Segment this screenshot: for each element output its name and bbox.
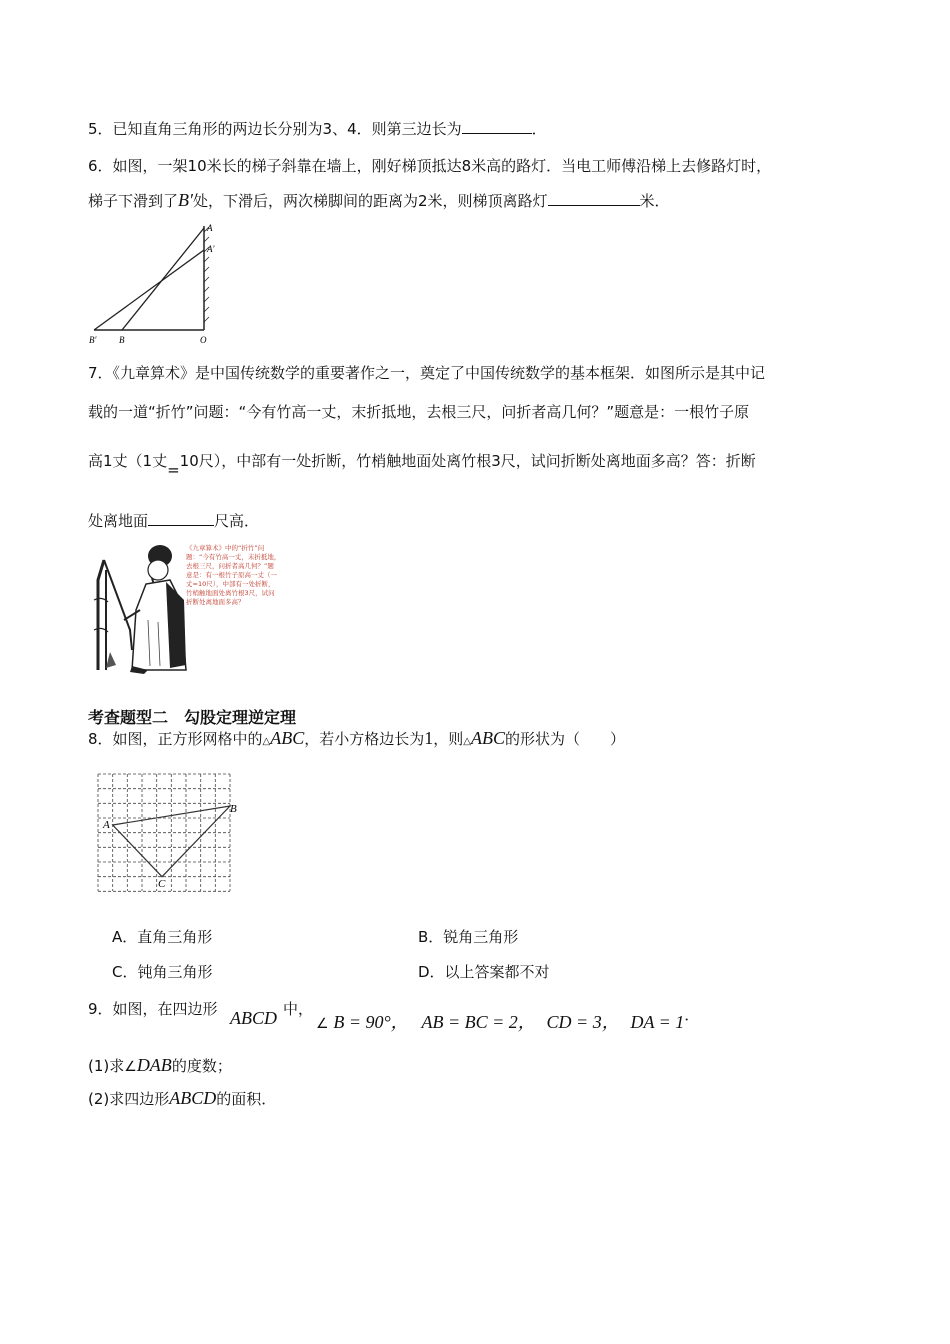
caption-line: 题：“今有竹高一丈，末折抵地， — [186, 553, 281, 561]
q9-end: ． — [684, 1006, 700, 1024]
q9-sub2-tail: 的面积． — [216, 1090, 277, 1108]
q9-sub1-tail: 的度数； — [171, 1057, 232, 1075]
q8-var-abc: ABC — [270, 728, 305, 748]
caption-line: 折断处离地面多高？ — [186, 598, 245, 606]
q9-sub2-text: (2)求四边形 — [88, 1090, 170, 1108]
q6-text-a: 梯子下滑到了 — [88, 192, 179, 210]
q7-text-b: 10尺），中部有一处折断，竹梢触地面处离竹根3尺，试问折断处离地面多高？答：折断 — [179, 452, 756, 470]
label-A-prime: A′ — [207, 244, 215, 254]
q9-var-abcd: ABCD — [230, 1008, 277, 1028]
q9-cond-angle-b: B = 90°， — [333, 1012, 409, 1032]
option-b[interactable]: B．锐角三角形 — [418, 928, 519, 946]
q5-text: 5．已知直角三角形的两边长分别为3、4．则第三边长为 — [88, 120, 462, 138]
q9-sub1 — [88, 1055, 232, 1076]
ladder-figure — [86, 222, 221, 347]
illustration-caption — [186, 544, 306, 607]
q6-text-b: 处，下滑后，两次梯脚间的距离为2米，则梯顶离路灯 — [192, 192, 548, 210]
q9-conditions — [316, 1008, 699, 1034]
triangle-symbol: △ — [463, 736, 471, 747]
q7-text-a: 高1丈（1丈 — [88, 452, 168, 470]
label-C: C — [158, 878, 166, 890]
label-B-prime: B′ — [89, 335, 97, 345]
q6-text-c: 米． — [639, 192, 670, 210]
angle-symbol: ∠ — [316, 1016, 329, 1032]
q8-text-c: ，则 — [433, 730, 464, 748]
grid-triangle-figure — [90, 770, 240, 895]
label-B: B — [230, 803, 237, 815]
q9-cond-ab-bc: AB = BC = 2， — [421, 1012, 536, 1032]
q9-cond-da: DA = 1 — [630, 1012, 685, 1032]
caption-line: 《九章算术》中的“折竹”问 — [186, 544, 265, 552]
q9-sub2 — [88, 1088, 276, 1109]
question-7-line2: 载的一道“折竹”问题：“今有竹高一丈，末折抵地，去根三尺，问折者高几何？”题意是：一根竹子原 — [88, 403, 750, 421]
angle-symbol: ∠ — [124, 1059, 137, 1075]
label-O: O — [200, 335, 207, 345]
caption-line: 竹梢触地面处离竹根3尺，试问 — [186, 589, 275, 597]
q7-equals: = — [167, 461, 180, 479]
question-6-line1: 6．如图，一架10米长的梯子斜靠在墙上，刚好梯顶抵达8米高的路灯．当电工师傅沿梯上去修路灯时， — [88, 157, 772, 175]
ladder-after — [94, 250, 204, 330]
triangle-symbol: △ — [262, 736, 271, 747]
q8-var-abc: ABC — [470, 728, 505, 748]
ladder-before — [122, 228, 204, 330]
q9-sub2-var: ABCD — [169, 1088, 217, 1108]
question-9-prefix — [88, 998, 218, 1019]
q8-text-a: 8．如图，正方形网格中的 — [88, 730, 263, 748]
zhe-zhu-illustration — [88, 540, 308, 675]
q5-answer-blank[interactable] — [462, 119, 532, 134]
caption-line: 丈=10尺），中部有一处折断， — [186, 580, 275, 588]
caption-line: 意是：有一根竹子原高一丈（一 — [186, 571, 277, 579]
q8-text-b: ，若小方格边长为 — [304, 730, 425, 748]
caption-line: 去根三尺，问折者高几何？”题 — [186, 562, 274, 570]
option-a[interactable]: A．直角三角形 — [112, 928, 213, 946]
section-title: 考查题型二 勾股定理逆定理 — [88, 708, 297, 727]
q8-var-one: 1 — [424, 728, 434, 748]
question-8 — [88, 728, 625, 749]
label-A: A — [207, 223, 213, 233]
question-7-line4 — [88, 510, 259, 531]
question-7-line1: 7．《九章算术》是中国传统数学的重要著作之一，奠定了中国传统数学的基本框架．如图所示是其中记 — [88, 364, 766, 382]
q7-text-d: 尺高． — [214, 512, 260, 530]
q6-var-bprime: B′ — [178, 190, 193, 210]
label-B: B — [119, 335, 125, 345]
question-6-line2 — [88, 190, 670, 211]
question-7-line3 — [88, 450, 756, 479]
q7-text-c: 处离地面 — [88, 512, 149, 530]
label-A: A — [103, 819, 110, 831]
option-c[interactable]: C．钝角三角形 — [112, 963, 213, 981]
q9-sub1-var: DAB — [136, 1055, 172, 1075]
q9-text-a: 9．如图，在四边形 — [88, 1000, 218, 1018]
q8-text-d: 的形状为（ ） — [504, 730, 625, 748]
option-d[interactable]: D．以上答案都不对 — [418, 963, 550, 981]
q9-cond-cd: CD = 3， — [546, 1012, 620, 1032]
q6-answer-blank[interactable] — [548, 191, 640, 206]
q9-text-b: 中， — [283, 1000, 314, 1018]
question-5 — [88, 118, 547, 139]
q5-tail: ． — [531, 120, 547, 138]
q7-answer-blank[interactable] — [148, 511, 214, 526]
q9-sub1-text: (1)求 — [88, 1057, 125, 1075]
